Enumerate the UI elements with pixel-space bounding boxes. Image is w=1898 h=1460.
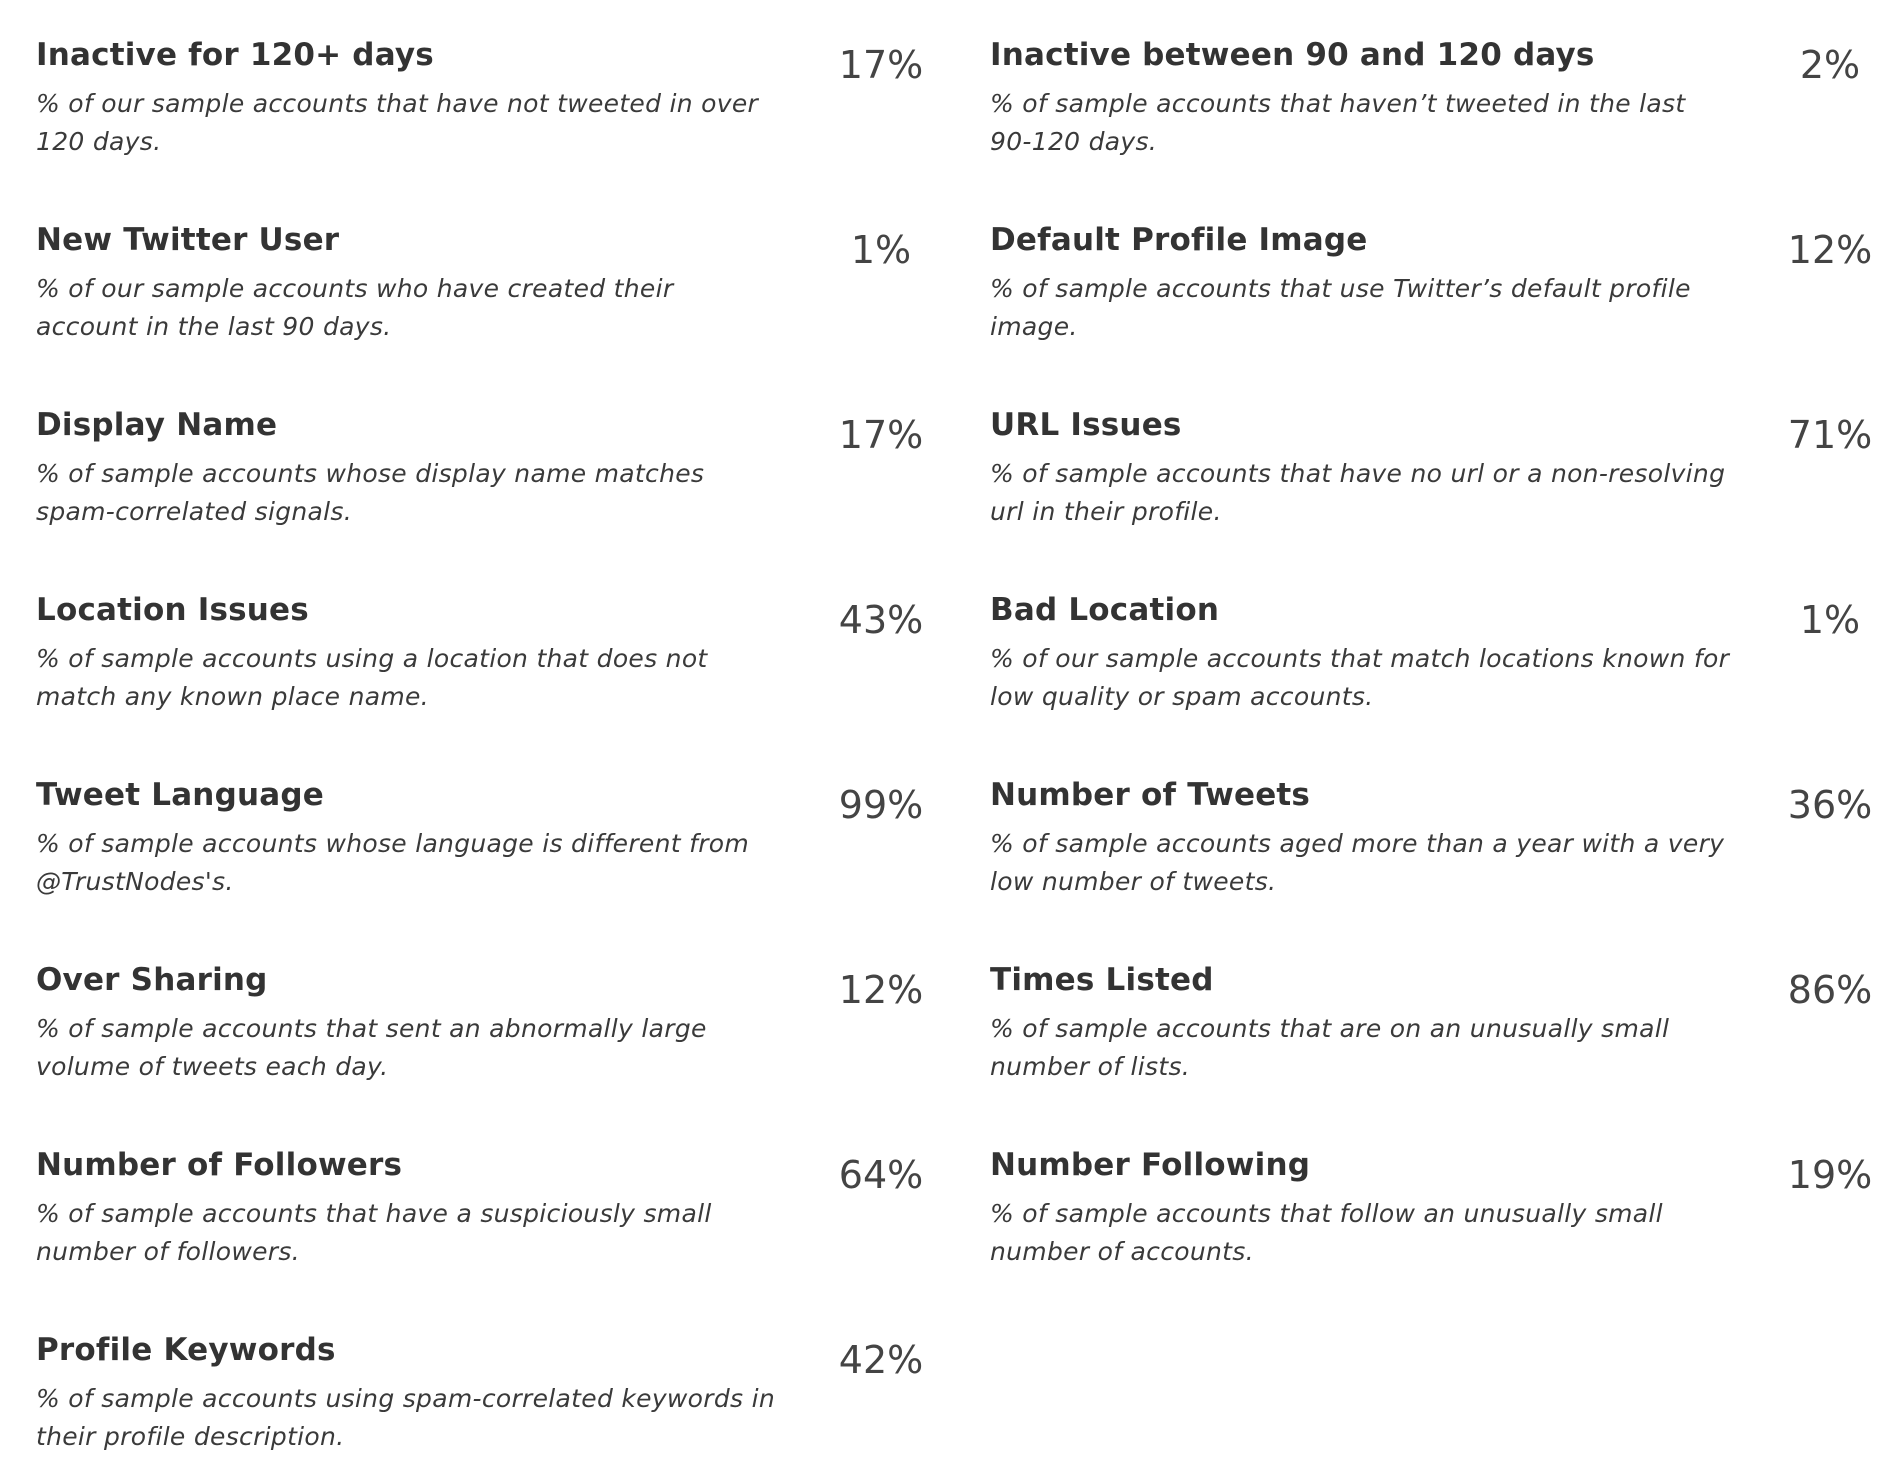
metric-title: URL Issues	[990, 407, 1182, 443]
metric-description: % of our sample accounts that match locations known for low quality or spam accounts.	[990, 644, 1730, 711]
metric-value: 36%	[1787, 783, 1873, 827]
metric-description: % of sample accounts aged more than a year with a very low number of tweets.	[990, 829, 1725, 896]
metric-description: % of sample accounts that use Twitter’s default profile image.	[990, 274, 1691, 341]
metric-value: 17%	[838, 43, 924, 87]
metric-title: Number of Followers	[36, 1147, 403, 1183]
metric-value: 99%	[838, 783, 924, 827]
metric-value: 19%	[1787, 1153, 1873, 1197]
metric-title: Profile Keywords	[36, 1332, 336, 1368]
metric-inactive-120-plus	[36, 15, 931, 165]
metric-url-issues	[990, 385, 1880, 535]
metric-number-of-followers	[36, 1125, 931, 1275]
metric-title: Location Issues	[36, 592, 309, 628]
metric-description: % of sample accounts using a location that does not match any known place name.	[36, 644, 708, 711]
metric-value: 86%	[1787, 968, 1873, 1012]
metric-title: Tweet Language	[36, 777, 324, 813]
metric-profile-keywords	[36, 1310, 931, 1460]
metric-times-listed	[990, 940, 1880, 1090]
metric-description: % of sample accounts that haven’t tweeted in the last 90-120 days.	[990, 89, 1686, 156]
metric-title: Bad Location	[990, 592, 1220, 628]
metric-description: % of our sample accounts that have not tweeted in over 120 days.	[36, 89, 759, 156]
metric-display-name	[36, 385, 931, 535]
metric-title: Times Listed	[990, 962, 1214, 998]
metric-title: Default Profile Image	[990, 222, 1368, 258]
metric-value: 43%	[838, 598, 924, 642]
metric-value: 1%	[1799, 598, 1861, 642]
metric-description: % of sample accounts that are on an unusually small number of lists.	[990, 1014, 1670, 1081]
metric-value: 1%	[850, 228, 912, 272]
metric-title: Number Following	[990, 1147, 1311, 1183]
metric-description: % of sample accounts using spam-correlated keywords in their profile description.	[36, 1384, 775, 1451]
metric-location-issues	[36, 570, 931, 720]
metric-value: 12%	[1787, 228, 1873, 272]
metric-value: 2%	[1799, 43, 1861, 87]
metric-description: % of sample accounts whose display name matches spam-correlated signals.	[36, 459, 705, 526]
metric-description: % of sample accounts whose language is different from @TrustNodes's.	[36, 829, 750, 896]
metric-number-following	[990, 1125, 1880, 1275]
metric-description: % of sample accounts that follow an unusually small number of accounts.	[990, 1199, 1663, 1266]
metric-title: Over Sharing	[36, 962, 268, 998]
metric-value: 17%	[838, 413, 924, 457]
metric-bad-location	[990, 570, 1880, 720]
metric-new-twitter-user	[36, 200, 931, 350]
metric-description: % of sample accounts that have a suspiciously small number of followers.	[36, 1199, 712, 1266]
metric-number-of-tweets	[990, 755, 1880, 905]
metric-title: Inactive for 120+ days	[36, 37, 434, 73]
metric-value: 71%	[1787, 413, 1873, 457]
metric-default-profile-image	[990, 200, 1880, 350]
metric-description: % of our sample accounts who have created their account in the last 90 days.	[36, 274, 674, 341]
metric-value: 42%	[838, 1338, 924, 1382]
metric-title: New Twitter User	[36, 222, 340, 258]
metric-tweet-language	[36, 755, 931, 905]
metric-title: Display Name	[36, 407, 278, 443]
metric-value: 64%	[838, 1153, 924, 1197]
metric-description: % of sample accounts that sent an abnormally large volume of tweets each day.	[36, 1014, 707, 1081]
metric-description: % of sample accounts that have no url or a non-resolving url in their profile.	[990, 459, 1726, 526]
metric-inactive-90-120	[990, 15, 1880, 165]
metric-over-sharing	[36, 940, 931, 1090]
metric-value: 12%	[838, 968, 924, 1012]
metric-title: Number of Tweets	[990, 777, 1311, 813]
metric-title: Inactive between 90 and 120 days	[990, 37, 1595, 73]
